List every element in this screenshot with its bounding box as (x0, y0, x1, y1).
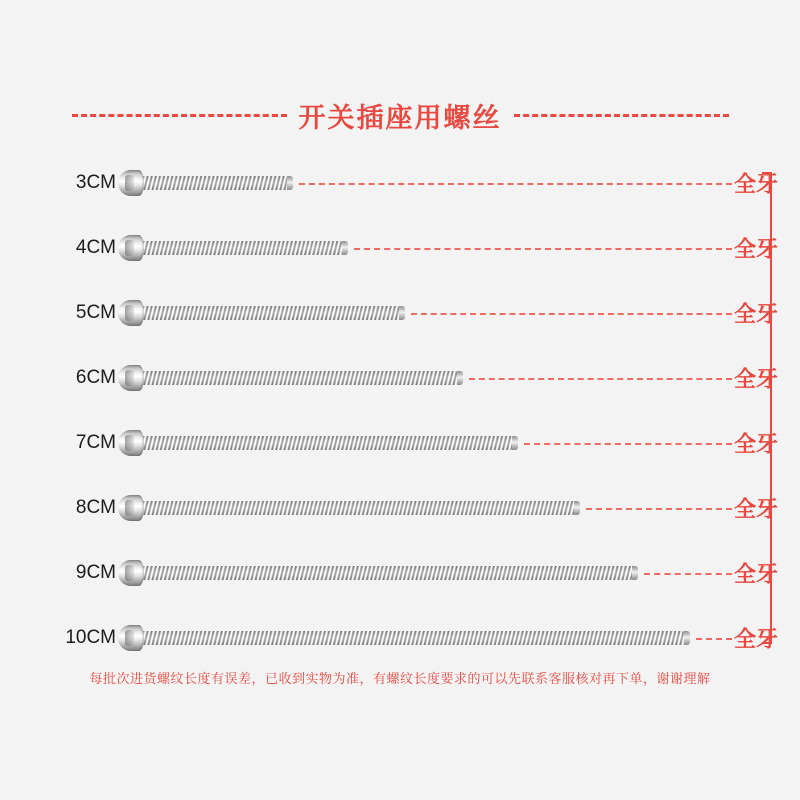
screw-row (0, 540, 800, 605)
screw-thread-shaft (141, 631, 684, 645)
screw-thread-note: 全牙 (733, 627, 778, 652)
screw-row (0, 280, 800, 345)
screw-tip (632, 566, 638, 580)
screw-tip (457, 371, 463, 385)
leader-line (524, 443, 732, 445)
screw-size-label: 3CM (75, 171, 116, 193)
screw-graphic (118, 365, 463, 391)
screw-head-icon (118, 495, 144, 521)
screw-thread-note: 全牙 (733, 237, 778, 262)
screw-graphic (118, 300, 405, 326)
leader-line (469, 378, 732, 380)
leader-line (696, 638, 732, 640)
screw-row (0, 345, 800, 410)
screw-head-icon (118, 625, 144, 651)
page-title: 开关插座用螺丝 (298, 102, 502, 134)
screw-thread-shaft (141, 501, 574, 515)
screw-size-label: 10CM (65, 626, 116, 648)
screw-thread-shaft (141, 371, 457, 385)
screw-size-label: 6CM (75, 366, 116, 388)
screw-graphic (118, 560, 638, 586)
screw-size-label: 7CM (75, 431, 116, 453)
screw-thread-shaft (141, 566, 632, 580)
leader-line (644, 573, 732, 575)
screw-tip (342, 241, 348, 255)
leader-line (586, 508, 732, 510)
screw-row (0, 605, 800, 670)
screw-thread-note: 全牙 (733, 172, 778, 197)
screw-head-icon (118, 365, 144, 391)
screw-tip (399, 306, 405, 320)
screw-row (0, 215, 800, 280)
leader-line (299, 183, 732, 185)
screw-head-icon (118, 560, 144, 586)
screw-thread-note: 全牙 (733, 432, 778, 457)
screw-row (0, 410, 800, 475)
screw-thread-note: 全牙 (733, 562, 778, 587)
screw-list (0, 150, 800, 670)
screw-thread-note: 全牙 (733, 367, 778, 392)
screw-head-icon (118, 170, 144, 196)
screw-graphic (118, 430, 518, 456)
screw-tip (287, 176, 293, 190)
screw-thread-note: 全牙 (733, 302, 778, 327)
title-banner (0, 95, 800, 135)
screw-row (0, 475, 800, 540)
screw-graphic (118, 495, 580, 521)
screw-thread-shaft (141, 176, 287, 190)
screw-thread-note: 全牙 (733, 497, 778, 522)
title-dash-right (514, 114, 729, 117)
leader-line (354, 248, 732, 250)
screw-head-icon (118, 430, 144, 456)
footer-note: 每批次进货螺纹长度有误差，已收到实物为准，有螺纹长度要求的可以先联系客服核对再下单，谢谢理解 (89, 672, 711, 687)
screw-row (0, 150, 800, 215)
screw-size-label: 9CM (75, 561, 116, 583)
screw-head-icon (118, 300, 144, 326)
screw-tip (512, 436, 518, 450)
screw-graphic (118, 625, 690, 651)
screw-graphic (118, 170, 293, 196)
title-dash-left (72, 114, 287, 117)
screw-thread-shaft (141, 306, 399, 320)
screw-thread-shaft (141, 436, 512, 450)
screw-size-label: 8CM (75, 496, 116, 518)
screw-head-icon (118, 235, 144, 261)
screw-thread-shaft (141, 241, 342, 255)
screw-size-label: 4CM (75, 236, 116, 258)
screw-size-label: 5CM (75, 301, 116, 323)
screw-tip (574, 501, 580, 515)
screw-graphic (118, 235, 348, 261)
screw-tip (684, 631, 690, 645)
leader-line (411, 313, 732, 315)
